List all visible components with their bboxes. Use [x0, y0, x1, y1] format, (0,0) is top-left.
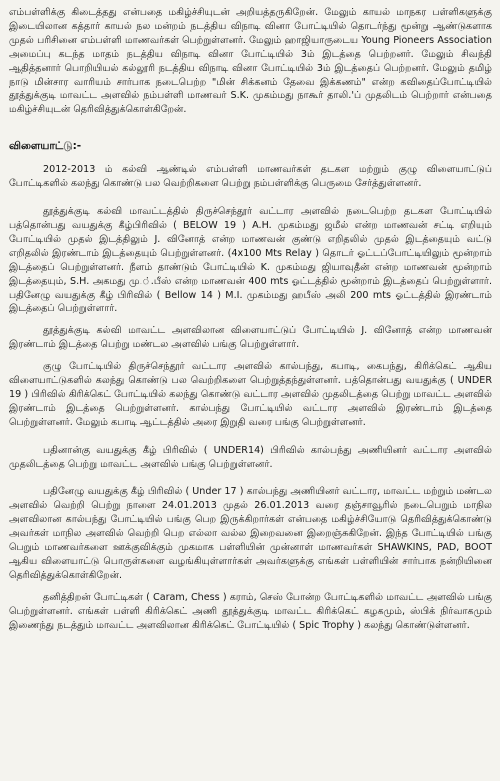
sports-paragraph-1: 2012-2013 ம் கல்வி ஆண்டில் எம்பள்ளி மாணவர்கள் தடகள மற்றும் குழு விளையாட்டுப் போட்டிகளில் கலந்து கொண்டு பல வெற்றிகளை பெற்று நம்பள்ளிக்கு பெருமை சேர்த்துள்ளனர்.: [9, 164, 492, 190]
sports-heading: விளையாட்டு:-: [9, 140, 82, 153]
intro-paragraph: எம்பள்ளிக்கு கிடைத்தது என்பதை மகிழ்ச்சியுடன் அறியத்தருகிறேன். மேலும் காயல் மாநகர பள்ளிகளுக்கு இடையிலான கத்தார் காயல் நல மன்றம் நடத்திய விநாடி வினா போட்டியில் தொடர்ந்து மூன்று ஆண்டுகளாக முதல் பரிசினை எம்பள்ளி மாணவர்கள் பெற்றுள்ளனர். மேலும் ஹாஜியாருடைய Young Pioneers Association அமைப்பு கடந்த மாதம் நடத்திய விநாடி வினா போட்டியில் 3ம் இடத்தை பெற்றனர். மேலும் சிவந்தி ஆதித்தனார் பொறியியல் கல்லூரி நடத்திய விநாடி வினா போட்டியில் 3ம் இடத்தைப் பெற்றனர். மேலும் தமிழ் நாடு மின்சார வாரியம் சார்பாக நடைபெற்ற "மின் சிக்கனம் தேவை இக்கணம்" என்ற கவிதைப்போட்டியில் தூத்துக்குடி மாவட்ட அளவில் நம்பள்ளி மாணவர் S.K. முகம்மது நாகூர் தாலி.'ப் முதலிடம் பெற்றார் என்பதை மகிழ்ச்சியுடன் தெரிவித்துக்கொள்கிறேன்.: [9, 7, 492, 116]
sports-paragraph-7: தனித்திறன் போட்டிகள் ( Caram, Chess ) கராம், செஸ் போன்ற போட்டிகளில் மாவட்ட அளவில் பங்கு பெற்றுள்ளனர். எங்கள் பள்ளி கிரிக்கெட் அணி தூத்துக்குடி மாவட்ட கிரிக்கெட் கழகமும், ஸ்பிக் நிர்வாகமும் இணைந்து நடத்தும் மாவட்ட அளவிலான கிரிக்கெட் போட்டியில் ( Spic Trophy ) கலந்து கொண்டுள்ளனர்.: [9, 591, 492, 631]
sports-paragraph-6: பதினேழு வயதுக்கு கீழ் பிரிவில் ( Under 17 ) கால்பந்து அணியினர் வட்டார, மாவட்ட மற்றும் மண்டல அளவில் வெற்றி பெற்று நாளை 24.01.2013 முதல் 26.01.2013 வரை தஞ்சாவூரில் நடைபெறும் மாநில அளவிலான கால்பந்து போட்டியில் பங்கு பெற இருக்கிறார்கள் என்பதை மகிழ்ச்சியோடு தெரிவித்துக்கொண்டு அவர்கள் மாநில அளவில் வெற்றி பெற எல்லா வல்ல இறைவனை இறைஞ்சுகிறேன். இந்த போட்டியில் பங்கு பெறும் மாணவர்களை ஊக்குவிக்கும் முகமாக பள்ளியின் முன்னாள் மாணவர்கள் SHAWKINS, PAD, BOOT ஆகிய விளையாட்டு பொருள்களை வழங்கியுள்ளார்கள் அவர்களுக்கு எங்கள் பள்ளியின் சார்பாக நன்றியினை தெரிவித்துக்கொள்கிறேன்.: [9, 486, 492, 581]
sports-paragraph-4: குழு போட்டியில் திருச்செந்தூர் வட்டார அளவில் கால்பந்து, கபாடி, கைபந்து, கிரிக்கெட் ஆகிய விளையாட்டுகளில் கலந்து கொண்டு பல வெற்றிகளை பெற்றுத்தந்துள்ளனர். பத்தொன்பது வயதுக்கு ( UNDER 19 ) பிரிவில் கிரிக்கெட் போட்டியில் கலந்து கொண்டு வட்டார அளவில் முதலிடத்தை பெற்று மாவட்ட அளவில் இரண்டாம் இடத்தை பெற்றுள்ளனர். கால்பந்து போட்டியில் வட்டார அளவில் இரண்டாம் இடத்தை பெற்றுள்ளனர். மேலும் கபாடி ஆட்டத்தில் அரை இறுதி வரை பங்கு பெற்றுள்ளனர்.: [9, 361, 492, 428]
sports-paragraph-2: தூத்துக்குடி கல்வி மாவட்டத்தில் திருச்செந்தூர் வட்டார அளவில் நடைபெற்ற தடகள போட்டியில் பத்தொன்பது வயதுக்கு கீழ்பிரிவில் ( BELOW 19 ) A.H. முகம்மது ஜமீல் என்ற மாணவன் சட்டி எறியும் போட்டியில் முதல் இடத்திலும் J. வினோத் என்ற மாணவன் குண்டு எறிதலில் முதல் இடத்தையும் வட்டு எறிதலில் இரண்டாம் இடத்தையும் பெற்றுள்ளனர். (4x100 Mts Relay ) தொடர் ஓட்டப்போட்டியிலும் மூன்றாம் இடத்தைப் பெற்றுள்ளனர். நீளம் தாண்டும் போட்டியில் K. முகம்மது ஜியாவுதீன் என்ற மாணவன் மூன்றாம் இடத்தையும், S.H. அகமது மு.்.பீஸ் என்ற மாணவன் 400 mts ஓட்டத்தில் மூன்றாம் இடத்தைப் பெற்றுள்ளார். பதினேழு வயதுக்கு கீழ் பிரிவில் ( Bellow 14 ) M.I. முகம்மது ஹபீஸ் அலி 200 mts ஓட்டத்தில் இரண்டாம் இடத்தைப் பெற்றுள்ளார்.: [9, 206, 492, 315]
sports-paragraph-3: தூத்துக்குடி கல்வி மாவட்ட அளவிலான விளையாட்டுப் போட்டியில் J. வினோத் என்ற மாணவன் இரண்டாம் இடத்தை பெற்று மண்டல அளவில் பங்கு பெற்றுள்ளார்.: [9, 325, 492, 351]
sports-paragraph-5: பதினான்கு வயதுக்கு கீழ் பிரிவில் ( UNDER14) பிரிவில் கால்பந்து அணியினர் வட்டார அளவில் முதலிடத்தை பெற்று மாவட்ட அளவில் பங்கு பெற்றுள்ளனர்.: [9, 444, 492, 470]
